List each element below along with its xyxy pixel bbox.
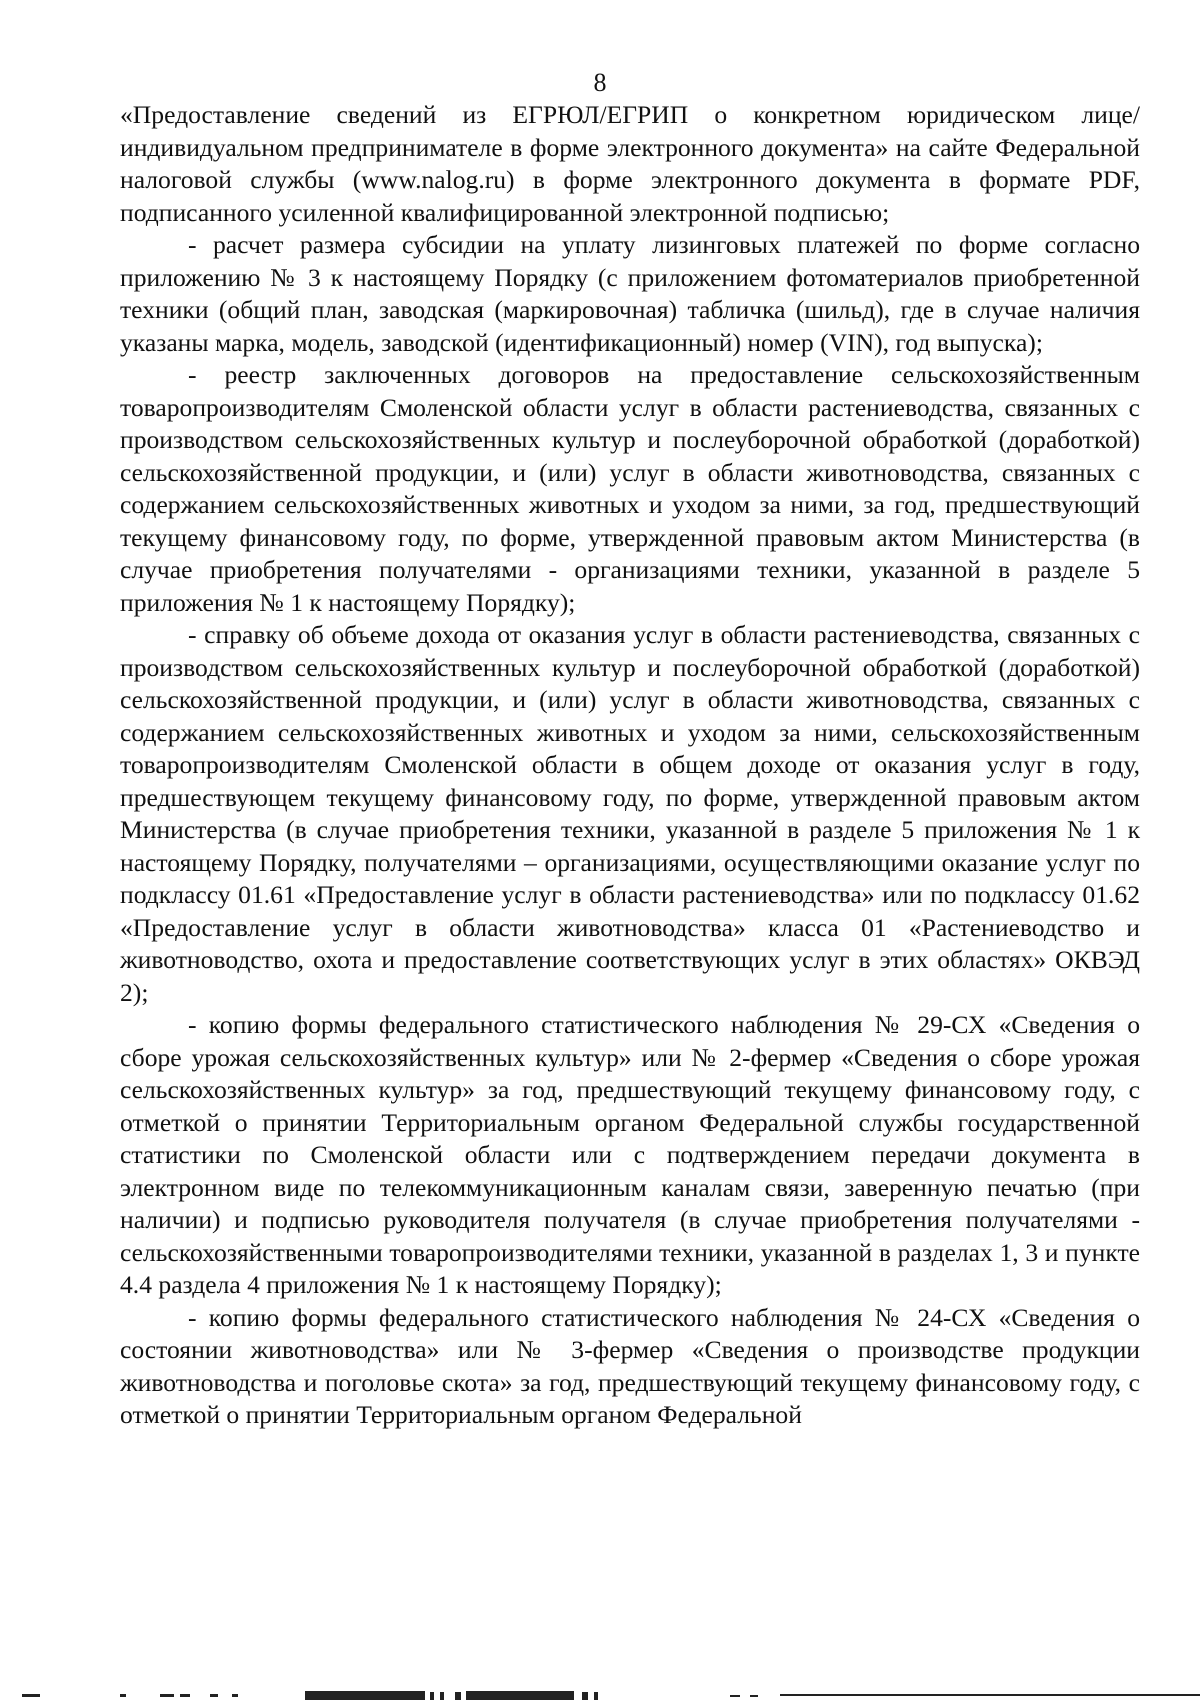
paragraph-egrul-continuation: «Предоставление сведений из ЕГРЮЛ/ЕГРИП о конкретном юридическом лице/индивидуальном предпринимателе в форме электронного документа» на сайте Федеральной налоговой службы (www.nalog.ru) в форме электронного документа в формате PDF, подписанного усиленной квалифицированной электронной подписью; [120, 100, 1140, 227]
document-body [120, 99, 1140, 1432]
paragraph-form-24-sh: - копию формы федерального статистического наблюдения № 24-СХ «Сведения о состоянии животноводства» или № 3-фермер «Сведения о производстве продукции животноводства и поголовье скота» за год, предшествующий текущему финансовому году, с отметкой о принятии Территориальным органом Федеральной [120, 1302, 1140, 1429]
scan-artifact-marks [0, 1688, 1200, 1702]
paragraph-form-29-sh: - копию формы федерального статистического наблюдения № 29-СХ «Сведения о сборе урожая сельскохозяйственных культур» или № 2-фермер «Сведения о сборе урожая сельскохозяйственных культур» за год, предшествующий текущему финансовому году, с отметкой о принятии Территориальным органом Федеральной службы государственной статистики по Смоленской области или с подтверждением передачи документа в электронном виде по телекоммуникационным каналам связи, заверенную печатью (при наличии) и подписью руководителя получателя (в случае приобретения получателями - сельскохозяйственными товаропроизводителями техники, указанной в разделах 1, 3 и пункте 4.4 раздела 4 приложения № 1 к настоящему Порядку); [120, 1010, 1140, 1299]
paragraph-subsidy-calculation: - расчет размера субсидии на уплату лизинговых платежей по форме согласно приложению № 3 к настоящему Порядку (с приложением фотоматериалов приобретенной техники (общий план, заводская (маркировочная) табличка (шильд), где в случае наличия указаны марка, модель, заводской (идентификационный) номер (VIN), год выпуска); [120, 230, 1140, 357]
paragraph-contracts-register: - реестр заключенных договоров на предоставление сельскохозяйственным товаропроизводителям Смоленской области услуг в области растениеводства, связанных с производством сельскохозяйственных культур и послеуборочной обработкой (доработкой) сельскохозяйственной продукции, и (или) услуг в области животноводства, связанных с содержанием сельскохозяйственных животных и уходом за ними, за год, предшествующий текущему финансовому году, по форме, утвержденной правовым актом Министерства (в случае приобретения получателями - организациями техники, указанной в разделе 5 приложения № 1 к настоящему Порядку); [120, 360, 1140, 617]
page-number: 8 [593, 68, 607, 97]
paragraph-income-certificate: - справку об объеме дохода от оказания услуг в области растениеводства, связанных с производством сельскохозяйственных культур и послеуборочной обработкой (доработкой) сельскохозяйственной продукции, и (или) услуг в области животноводства, связанных с содержанием сельскохозяйственных животных и уходом за ними, сельскохозяйственным товаропроизводителям Смоленской области в общем доходе от оказания услуг в году, предшествующем текущему финансовому году, по форме, утвержденной правовым актом Министерства (в случае приобретения техники, указанной в разделе 5 приложения № 1 к настоящему Порядку, получателями – организациями, осуществляющими оказание услуг по подклассу 01.61 «Предоставление услуг в области растениеводства» или по подклассу 01.62 «Предоставление услуг в области животноводства» класса 01 «Растениеводство и животноводство, охота и предоставление соответствующих услуг в этих областях» ОКВЭД 2); [120, 620, 1140, 1007]
